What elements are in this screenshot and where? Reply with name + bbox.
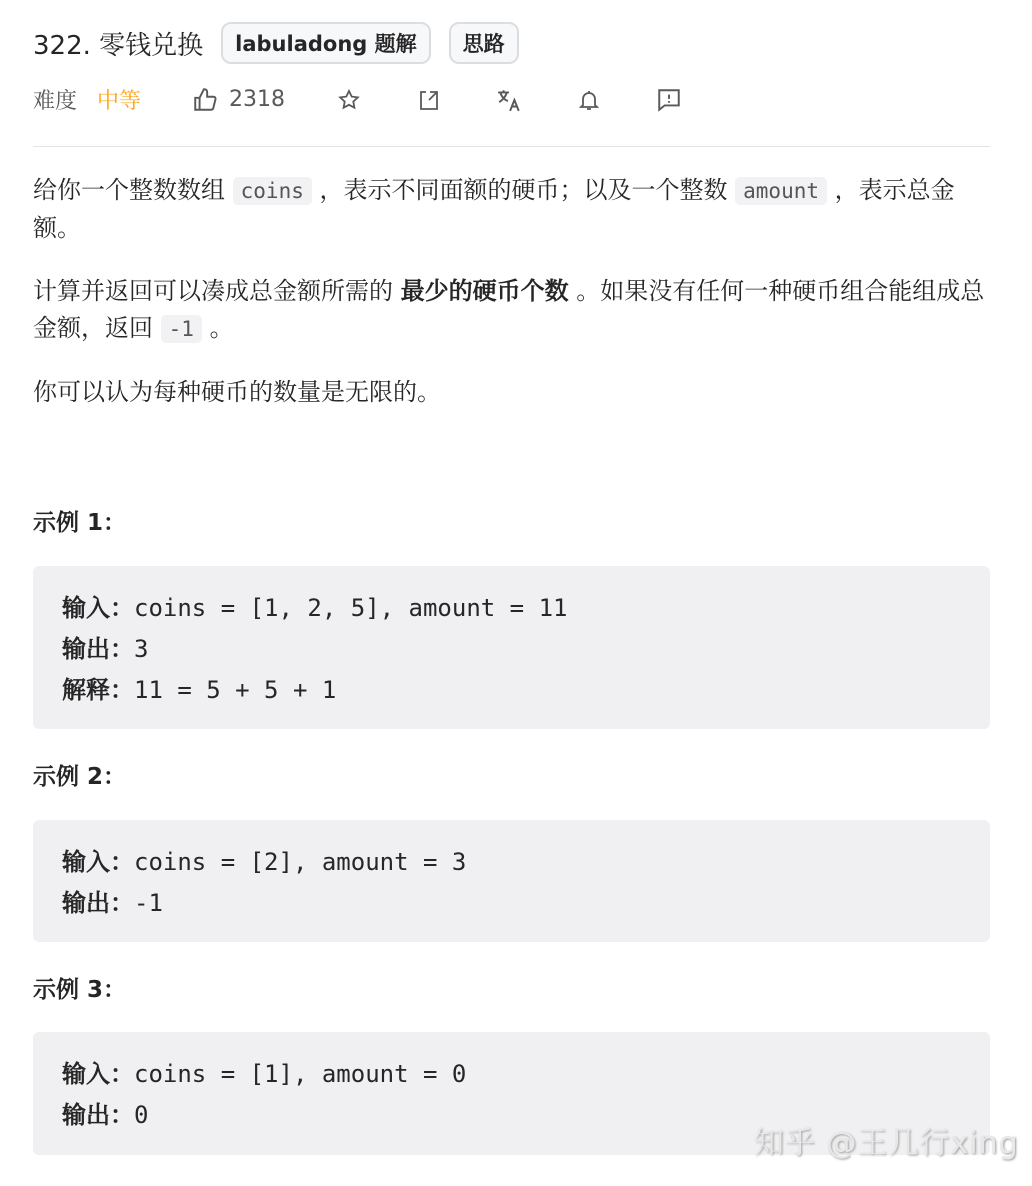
output-value: -1	[134, 889, 163, 917]
text: 给你一个整数数组	[33, 176, 225, 204]
star-icon[interactable]	[335, 86, 363, 114]
text: 计算并返回可以凑成总金额所需的	[33, 277, 401, 305]
example-2-label: 示例 2：	[33, 764, 127, 790]
output-label: 输出：	[62, 1101, 134, 1129]
input-value: coins = [1], amount = 0	[134, 1060, 467, 1088]
problem-title: 322. 零钱兑换	[33, 30, 204, 61]
example-1-block	[33, 566, 990, 729]
share-icon[interactable]	[415, 86, 443, 114]
tag-solution[interactable]: labuladong 题解	[221, 22, 430, 64]
input-value: coins = [2], amount = 3	[134, 848, 467, 876]
output-value: 0	[134, 1101, 149, 1129]
output-label: 输出：	[62, 889, 134, 917]
text: ，表示总金额。	[33, 176, 955, 242]
difficulty-label: 难度	[33, 89, 78, 114]
tag-idea[interactable]: 思路	[449, 22, 519, 64]
output-label: 输出：	[62, 635, 134, 663]
paragraph-3: 你可以认为每种硬币的数量是无限的。	[33, 378, 441, 406]
meta-row	[33, 84, 683, 115]
example-2-block	[33, 820, 990, 942]
bold-text: 最少的硬币个数	[400, 277, 569, 305]
divider	[33, 146, 990, 147]
difficulty-value: 中等	[97, 89, 142, 114]
thumbs-up-icon[interactable]	[191, 86, 219, 114]
explanation-value: 11 = 5 + 5 + 1	[134, 676, 337, 704]
input-label: 输入：	[62, 1060, 134, 1088]
feedback-icon[interactable]	[655, 86, 683, 114]
paragraph-2	[33, 273, 990, 348]
output-value: 3	[134, 635, 149, 663]
inline-code: -1	[161, 315, 202, 343]
input-value: coins = [1, 2, 5], amount = 11	[134, 594, 568, 622]
inline-code: coins	[233, 177, 312, 205]
likes-count: 2318	[229, 87, 286, 112]
example-3-label: 示例 3：	[33, 977, 127, 1003]
explanation-label: 解释：	[62, 676, 134, 704]
example-1-label: 示例 1：	[33, 510, 127, 536]
title-row	[33, 22, 519, 64]
input-label: 输入：	[62, 848, 134, 876]
translate-icon[interactable]	[495, 86, 523, 114]
bell-icon[interactable]	[575, 86, 603, 114]
text: ，表示不同面额的硬币；以及一个整数	[319, 176, 728, 204]
paragraph-1	[33, 172, 990, 247]
input-label: 输入：	[62, 594, 134, 622]
text: 。如果没有任何一种硬币组合能组成总金额，返回	[33, 277, 985, 342]
problem-description	[33, 172, 990, 437]
text: 。	[201, 314, 234, 342]
watermark: 知乎 @王几行xing	[754, 1126, 1019, 1161]
inline-code: amount	[735, 177, 827, 205]
